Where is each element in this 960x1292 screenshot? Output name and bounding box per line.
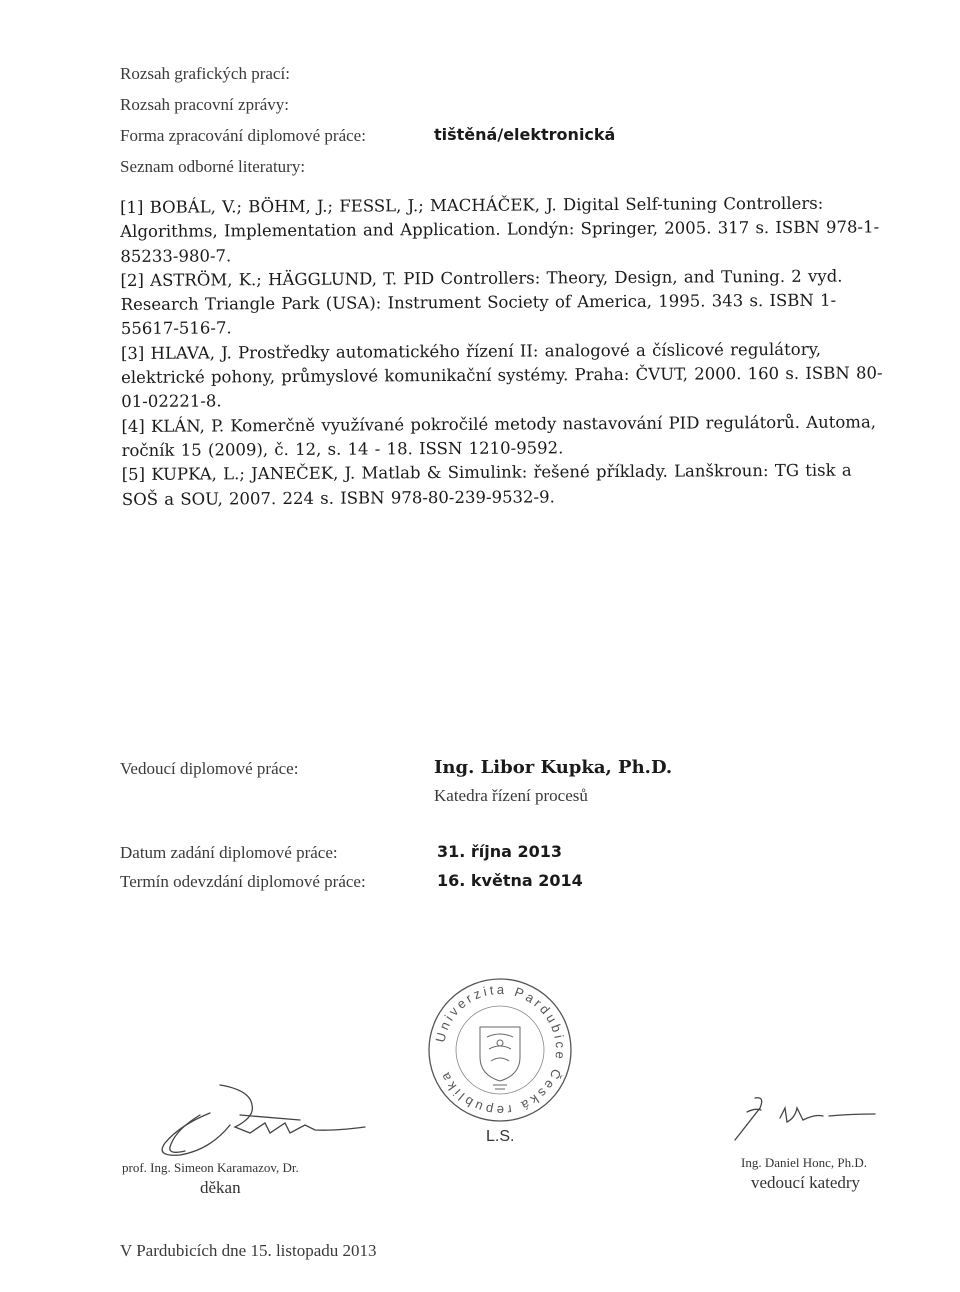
head-signature [725,1078,885,1153]
literature-item: [5] KUPKA, L.; JANEČEK, J. Matlab & Simulink: řešené příklady. Lanškroun: TG tisk a SOŠ a SOU, 2007. 224 s. ISBN 978-80-239-9532-9. [121,460,852,509]
literature-item: [2] ASTRÖM, K.; HÄGGLUND, T. PID Controllers: Theory, Design, and Tuning. 2 vyd. Research Triangle Park (USA): Instrument Society of America, 1995. 343 s. ISBN 1-55617-516-7. [120,266,843,339]
dean-name: prof. Ing. Simeon Karamazov, Dr. [122,1160,299,1175]
due-date-value: 16. května 2014 [437,871,583,890]
coat-of-arms-icon [480,1027,520,1089]
assigned-date-value: 31. října 2013 [437,842,563,861]
literature-list [120,191,892,512]
stamp-text: Univerzita Pardubice Česká republika [432,981,569,1119]
head-role: vedoucí katedry [751,1173,861,1192]
literature-item: [1] BOBÁL, V.; BÖHM, J.; FESSL, J.; MACHÁČEK, J. Digital Self-tuning Controllers: Algorithms, Implementation and Application. Londýn: Springer, 2005. 317 s. ISBN 978-1-85233-980-7. [120,193,880,266]
supervisor-label: Vedoucí diplomové práce: [120,759,299,778]
dean-signature [140,1075,370,1165]
dean-role: děkan [200,1178,241,1197]
report-extent-label: Rozsah pracovní zprávy: [120,95,289,114]
place-date: V Pardubicích dne 15. listopadu 2013 [120,1241,377,1260]
supervisor-name: Ing. Libor Kupka, Ph.D. [434,757,673,778]
form-label: Forma zpracování diplomové práce: [120,126,366,145]
literature-label: Seznam odborné literatury: [120,157,306,176]
literature-item: [3] HLAVA, J. Prostředky automatického řízení II: analogové a číslicové regulátory, elektrické pohony, průmyslové komunikační systémy. Praha: ČVUT, 2000. 160 s. ISBN 80-01-02221-8. [120,339,883,412]
graphic-works-label: Rozsah grafických prací: [120,64,290,83]
university-stamp [425,975,575,1125]
stamp-ls: L.S. [486,1128,515,1145]
assigned-date-label: Datum zadání diplomové práce: [120,843,338,862]
form-value: tištěná/elektronická [434,125,616,144]
due-date-label: Termín odevzdání diplomové práce: [120,872,366,891]
supervisor-department: Katedra řízení procesů [434,786,588,805]
literature-item: [4] KLÁN, P. Komerčně využívané pokročilé metody nastavování PID regulátorů. Automa, ročník 15 (2009), č. 12, s. 14 - 18. ISSN 1210-9592. [121,412,877,460]
head-name: Ing. Daniel Honc, Ph.D. [741,1155,868,1170]
